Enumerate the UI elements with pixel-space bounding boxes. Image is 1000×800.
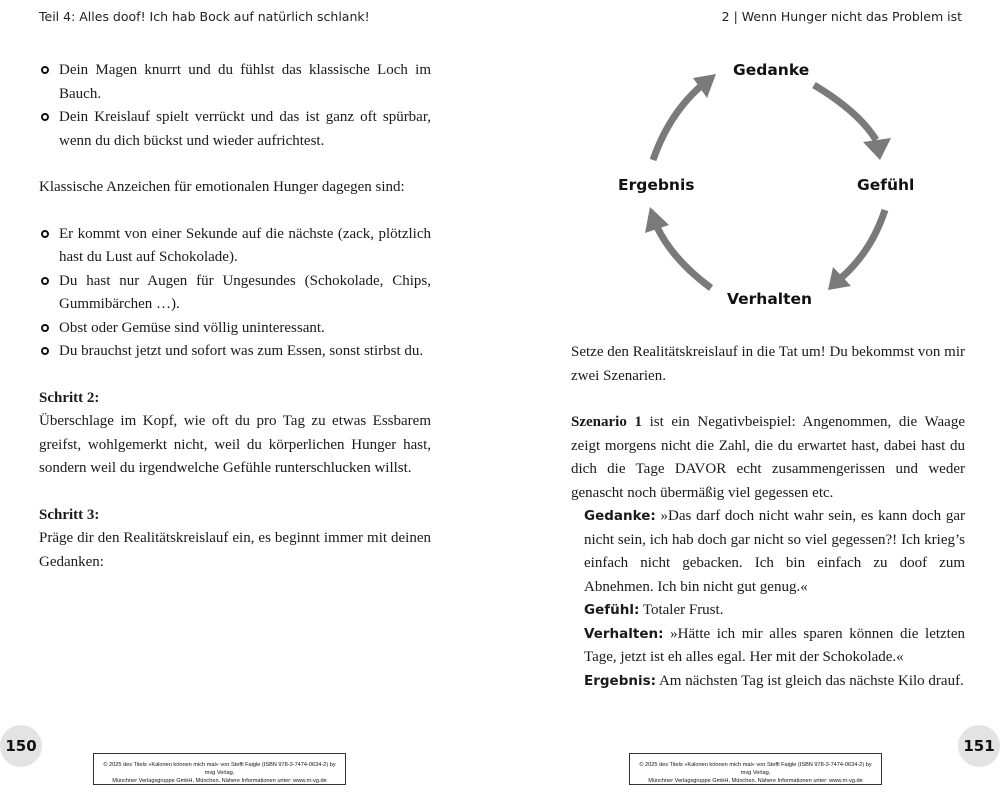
cycle-label-gefuehl: Gefühl [857,176,915,194]
arrow-gedanke-to-gefuehl-head [863,138,891,160]
right-page-intro: Setze den Realitätskreislauf in die Tat um! Du bekommst von mir zwei Szenarien. [571,344,965,384]
list-item: Gedanke: »Das darf doch nicht wahr sein, es kann doch gar nicht sein, ich hab doch gar nicht so viel gegessen?! Ich krieg’s einfach nicht gebacken. Ich bin einfach zu doof zum Abnehmen. Ich bin nicht gut genug.« [584,508,965,595]
page-number-left: 150 [0,725,42,767]
arrow-ergebnis-to-gedanke [653,86,701,160]
running-header-right: 2 | Wenn Hunger nicht das Problem ist [721,9,962,24]
term-gedanke: Gedanke: [584,508,656,524]
scenario-1-text: ist ein Negativbeispiel: Angenommen, die Waage zeigt morgens nicht die Zahl, die du erwartet hast, dabei hast du dich die Tage DAVOR echt zusammengerissen und weder genascht noch übermäßig viel gegessen etc. [571,414,965,501]
scenario-1-label: Szenario 1 [571,414,642,430]
emotional-hunger-list [39,223,431,364]
scenario-1-breakdown [571,505,965,693]
bullet-icon [41,277,49,285]
arrow-verhalten-to-ergebnis [657,227,711,288]
term-verhalten: Verhalten: [584,625,664,642]
bullet-icon [41,324,49,332]
right-page-body [571,341,965,693]
copyright-notice-left: © 2025 des Titels »Kalorien können mich mal« von Steffi Faigle (ISBN 978-3-7474-0634-2) by mvg Verlag, Münchner Verlagsgruppe GmbH, München. Nähere Informationen unter: www.m-vg.de [93,753,346,785]
physical-hunger-list [39,59,431,153]
step-2-heading: Schritt 2: [39,389,100,406]
list-item: Du brauchst jetzt und sofort was zum Essen, sonst stirbst du. [39,340,431,364]
bullet-icon [41,230,49,238]
emotional-intro: Klassische Anzeichen für emotionalen Hunger dagegen sind: [39,179,405,195]
cycle-label-gedanke: Gedanke [733,61,810,79]
cycle-label-verhalten: Verhalten [727,290,813,308]
bullet-icon [41,113,49,121]
term-gefuehl: Gefühl: [584,602,640,618]
list-item: Verhalten: »Hätte ich mir alles sparen können die letzten Tage, jetzt ist eh alles egal. Her mit der Schokolade.« [584,625,965,665]
running-header-left: Teil 4: Alles doof! Ich hab Bock auf natürlich schlank! [39,9,370,24]
list-item: Dein Magen knurrt und du fühlst das klassische Loch im Bauch. [39,59,431,106]
term-ergebnis: Ergebnis: [584,672,657,689]
reality-cycle-diagram [571,52,965,317]
scenario-1-paragraph [571,411,965,505]
copyright-notice-right: © 2025 des Titels »Kalorien können mich mal« von Steffi Faigle (ISBN 978-3-7474-0634-2) by mvg Verlag, Münchner Verlagsgruppe GmbH, München. Nähere Informationen unter: www.m-vg.de [629,753,882,785]
list-item: Du hast nur Augen für Ungesundes (Schokolade, Chips, Gummibärchen …). [39,270,431,317]
list-item: Obst oder Gemüse sind völlig uninteressant. [39,317,431,341]
bullet-icon [41,347,49,355]
list-item: Gefühl: Totaler Frust. [584,602,724,618]
bullet-icon [41,66,49,74]
list-item: Er kommt von einer Sekunde auf die nächste (zack, plötzlich hast du Lust auf Schokolade). [39,223,431,270]
arrow-gedanke-to-gefuehl [814,85,876,140]
list-item: Dein Kreislauf spielt verrückt und das ist ganz oft spürbar, wenn du dich bückst und wieder aufrichtest. [39,106,431,153]
list-item: Ergebnis: Am nächsten Tag ist gleich das nächste Kilo drauf. [584,672,964,689]
step-3-text: Präge dir den Realitätskreislauf ein, es beginnt immer mit deinen Gedanken: [39,530,431,570]
page-number-right: 151 [958,725,1000,767]
left-page-body [39,59,431,574]
cycle-label-ergebnis: Ergebnis [618,176,695,194]
step-2-text: Überschlage im Kopf, wie oft du pro Tag zu etwas Essbarem greifst, wohlgemerkt nicht, weil du körperlichen Hunger hast, sondern weil du irgendwelche Gefühle runterschlucken willst. [39,413,431,476]
step-3-heading: Schritt 3: [39,506,100,523]
arrow-gefuehl-to-verhalten [841,210,885,278]
